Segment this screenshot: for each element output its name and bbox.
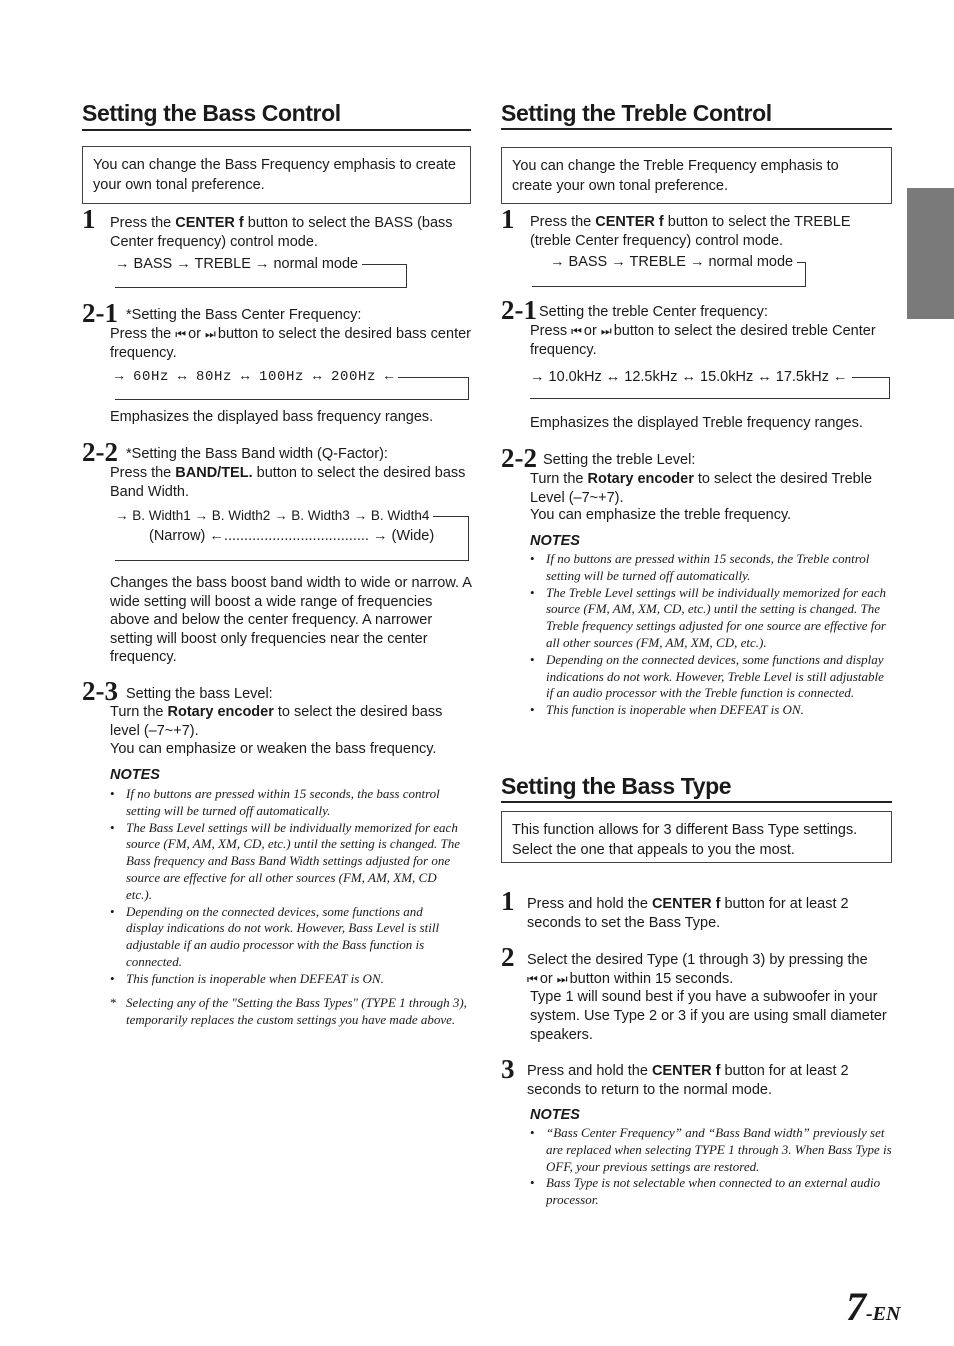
treble-mode-diagram: → BASS → TREBLE → normal mode — [532, 263, 806, 287]
step-number: 2-2 — [501, 443, 537, 473]
bass-step-2-2-text: Press the BAND/TEL. button to select the desired bass Band Width. — [110, 465, 466, 500]
bass-type-notes-heading: NOTES — [530, 1107, 580, 1123]
treble-intro-box: You can change the Treble Frequency emphasis to create your own tonal preference. — [501, 147, 892, 204]
bass-type-intro-box: This function allows for 3 different Bass Type settings. Select the one that appeals to you the most. — [501, 811, 892, 863]
step-number: 1 — [501, 886, 515, 916]
next-track-icon: ⏭ — [205, 327, 214, 341]
step-number: 2-1 — [501, 295, 537, 325]
list-item: • The Treble Level settings will be individually memorized for each source (FM, AM, XM, CD, etc.) until the setting is changed. The Treble frequency settings adjusted for one source are effective for all other sources (FM, AM, XM, CD, etc.). — [530, 584, 886, 650]
bass-step-2-2-heading: *Setting the Bass Band width (Q-Factor): — [126, 446, 388, 462]
list-item: • This function is inoperable when DEFEAT is ON. — [530, 702, 804, 718]
treble-step-2-1-heading: Setting the treble Center frequency: — [539, 304, 768, 320]
treble-notes-heading: NOTES — [530, 533, 580, 549]
step-number: 1 — [501, 204, 515, 234]
page-number: 7-EN — [846, 1284, 901, 1329]
next-track-icon: ⏭ — [556, 972, 566, 986]
bass-type-step-3-text: Press and hold the CENTER f button for at least 2 seconds to return to the normal mode. — [527, 1063, 849, 1098]
next-track-icon: ⏭ — [600, 324, 610, 338]
bass-bandwidth-diagram: → B. Width1 → B. Width2 → B. Width3 → B. Width4 (Narrow) ←.................................... → (Wide) — [115, 517, 469, 561]
bass-footnote: * Selecting any of the "Setting the Bass Types" (TYPE 1 through 3), temporarily replaces the custom settings you have made above. — [110, 995, 467, 1027]
bass-type-heading: Setting the Bass Type — [501, 773, 732, 799]
list-item: • This function is inoperable when DEFEAT is ON. — [110, 970, 384, 986]
bass-control-heading: Setting the Bass Control — [82, 100, 341, 126]
list-item: • The Bass Level settings will be individually memorized for each source (FM, AM, XM, CD, etc.) until the setting is changed. The Bass frequency and Bass Band Width settings adjusted for one source are effective for all other sources (FM, AM, XM, CD etc.). — [110, 819, 460, 902]
bass-type-step-2-extra: Type 1 will sound best if you have a subwoofer in your system. Use Type 2 or 3 if you are using small diameter speakers. — [530, 989, 887, 1043]
section-tab — [907, 188, 954, 319]
prev-track-icon: ⏮ — [571, 324, 580, 338]
list-item: • “Bass Center Frequency” and “Bass Band width” previously set are replaced when selecting TYPE 1 through 3. When Bass Type is OFF, your previous settings are restored. — [530, 1125, 892, 1174]
list-item: • If no buttons are pressed within 15 seconds, the bass control setting will be turned off automatically. — [110, 786, 440, 818]
bass-type-step-1-text: Press and hold the CENTER f button for at least 2 seconds to set the Bass Type. — [527, 896, 849, 931]
bass-step-2-1-text: Press the ⏮ or ⏭ button to select the desired bass center frequency. — [110, 326, 471, 361]
treble-frequency-note: Emphasizes the displayed Treble frequency ranges. — [530, 415, 863, 431]
bass-frequency-diagram: → 60Hz ↔ 80Hz ↔ 100Hz ↔ 200Hz ← — [115, 378, 469, 400]
bass-notes-heading: NOTES — [110, 767, 160, 783]
bass-step-2-3-heading: Setting the bass Level: — [126, 686, 273, 702]
step-number: 2 — [501, 942, 515, 972]
step-number: 3 — [501, 1054, 515, 1084]
heading-rule — [501, 128, 892, 130]
step-number: 2-2 — [82, 437, 118, 467]
list-item: • Bass Type is not selectable when connected to an external audio processor. — [530, 1175, 881, 1208]
heading-rule — [501, 801, 892, 803]
bass-frequency-note: Emphasizes the displayed bass frequency ranges. — [110, 409, 434, 425]
list-item: • Depending on the connected devices, some functions and display indications do not work. However, Treble Level is still adjustable if an audio processor with the Treble function is connected. — [530, 651, 884, 701]
step-number: 2-1 — [82, 298, 118, 328]
treble-step-1-text: Press the CENTER f button to select the TREBLE (treble Center frequency) control mode. — [530, 214, 851, 249]
bass-step-2-1-heading: *Setting the Bass Center Frequency: — [126, 307, 362, 323]
treble-notes-list — [530, 551, 892, 719]
prev-track-icon: ⏮ — [175, 327, 185, 341]
prev-track-icon: ⏮ — [527, 972, 536, 986]
bass-type-notes-list — [530, 1125, 892, 1209]
step-number: 1 — [82, 204, 96, 234]
bass-type-step-2-text: Select the desired Type (1 through 3) by pressing the ⏮ or ⏭ button within 15 seconds. — [527, 952, 868, 987]
treble-step-2-2-extra: You can emphasize the treble frequency. — [530, 507, 792, 523]
treble-frequency-diagram: → 10.0kHz ↔ 12.5kHz ↔ 15.0kHz ↔ 17.5kHz ← — [530, 378, 890, 399]
bass-notes-list — [110, 786, 462, 988]
heading-rule — [82, 129, 471, 131]
step-number: 2-3 — [82, 676, 118, 706]
treble-control-heading: Setting the Treble Control — [501, 100, 772, 126]
list-item: • If no buttons are pressed within 15 seconds, the Treble control setting will be turned off automatically. — [530, 551, 870, 583]
bass-mode-diagram: → BASS → TREBLE → normal mode — [115, 265, 407, 288]
bass-step-1-text: Press the CENTER f button to select the BASS (bass Center frequency) control mode. — [110, 215, 453, 250]
bass-intro-box: You can change the Bass Frequency emphasis to create your own tonal preference. — [82, 146, 471, 204]
treble-step-2-2-heading: Setting the treble Level: — [543, 452, 696, 468]
bass-step-2-3-text: Turn the Rotary encoder to select the desired bass level (–7~+7). — [110, 704, 443, 739]
bass-step-2-3-extra: You can emphasize or weaken the bass frequency. — [110, 741, 437, 757]
treble-step-2-2-text: Turn the Rotary encoder to select the desired Treble Level (–7~+7). — [530, 471, 873, 506]
treble-step-2-1-text: Press ⏮ or ⏭ button to select the desired treble Center frequency. — [530, 323, 876, 358]
bass-bandwidth-note: Changes the bass boost band width to wide or narrow. A wide setting will boost a wide range of frequencies above and below the center frequency. A narrower setting will boost only frequencies near the center frequency. — [110, 575, 472, 666]
list-item: • Depending on the connected devices, some functions and display indications do not work. However, Bass Level is still adjustable if an audio processor with the Bass function is connected. — [110, 903, 440, 969]
